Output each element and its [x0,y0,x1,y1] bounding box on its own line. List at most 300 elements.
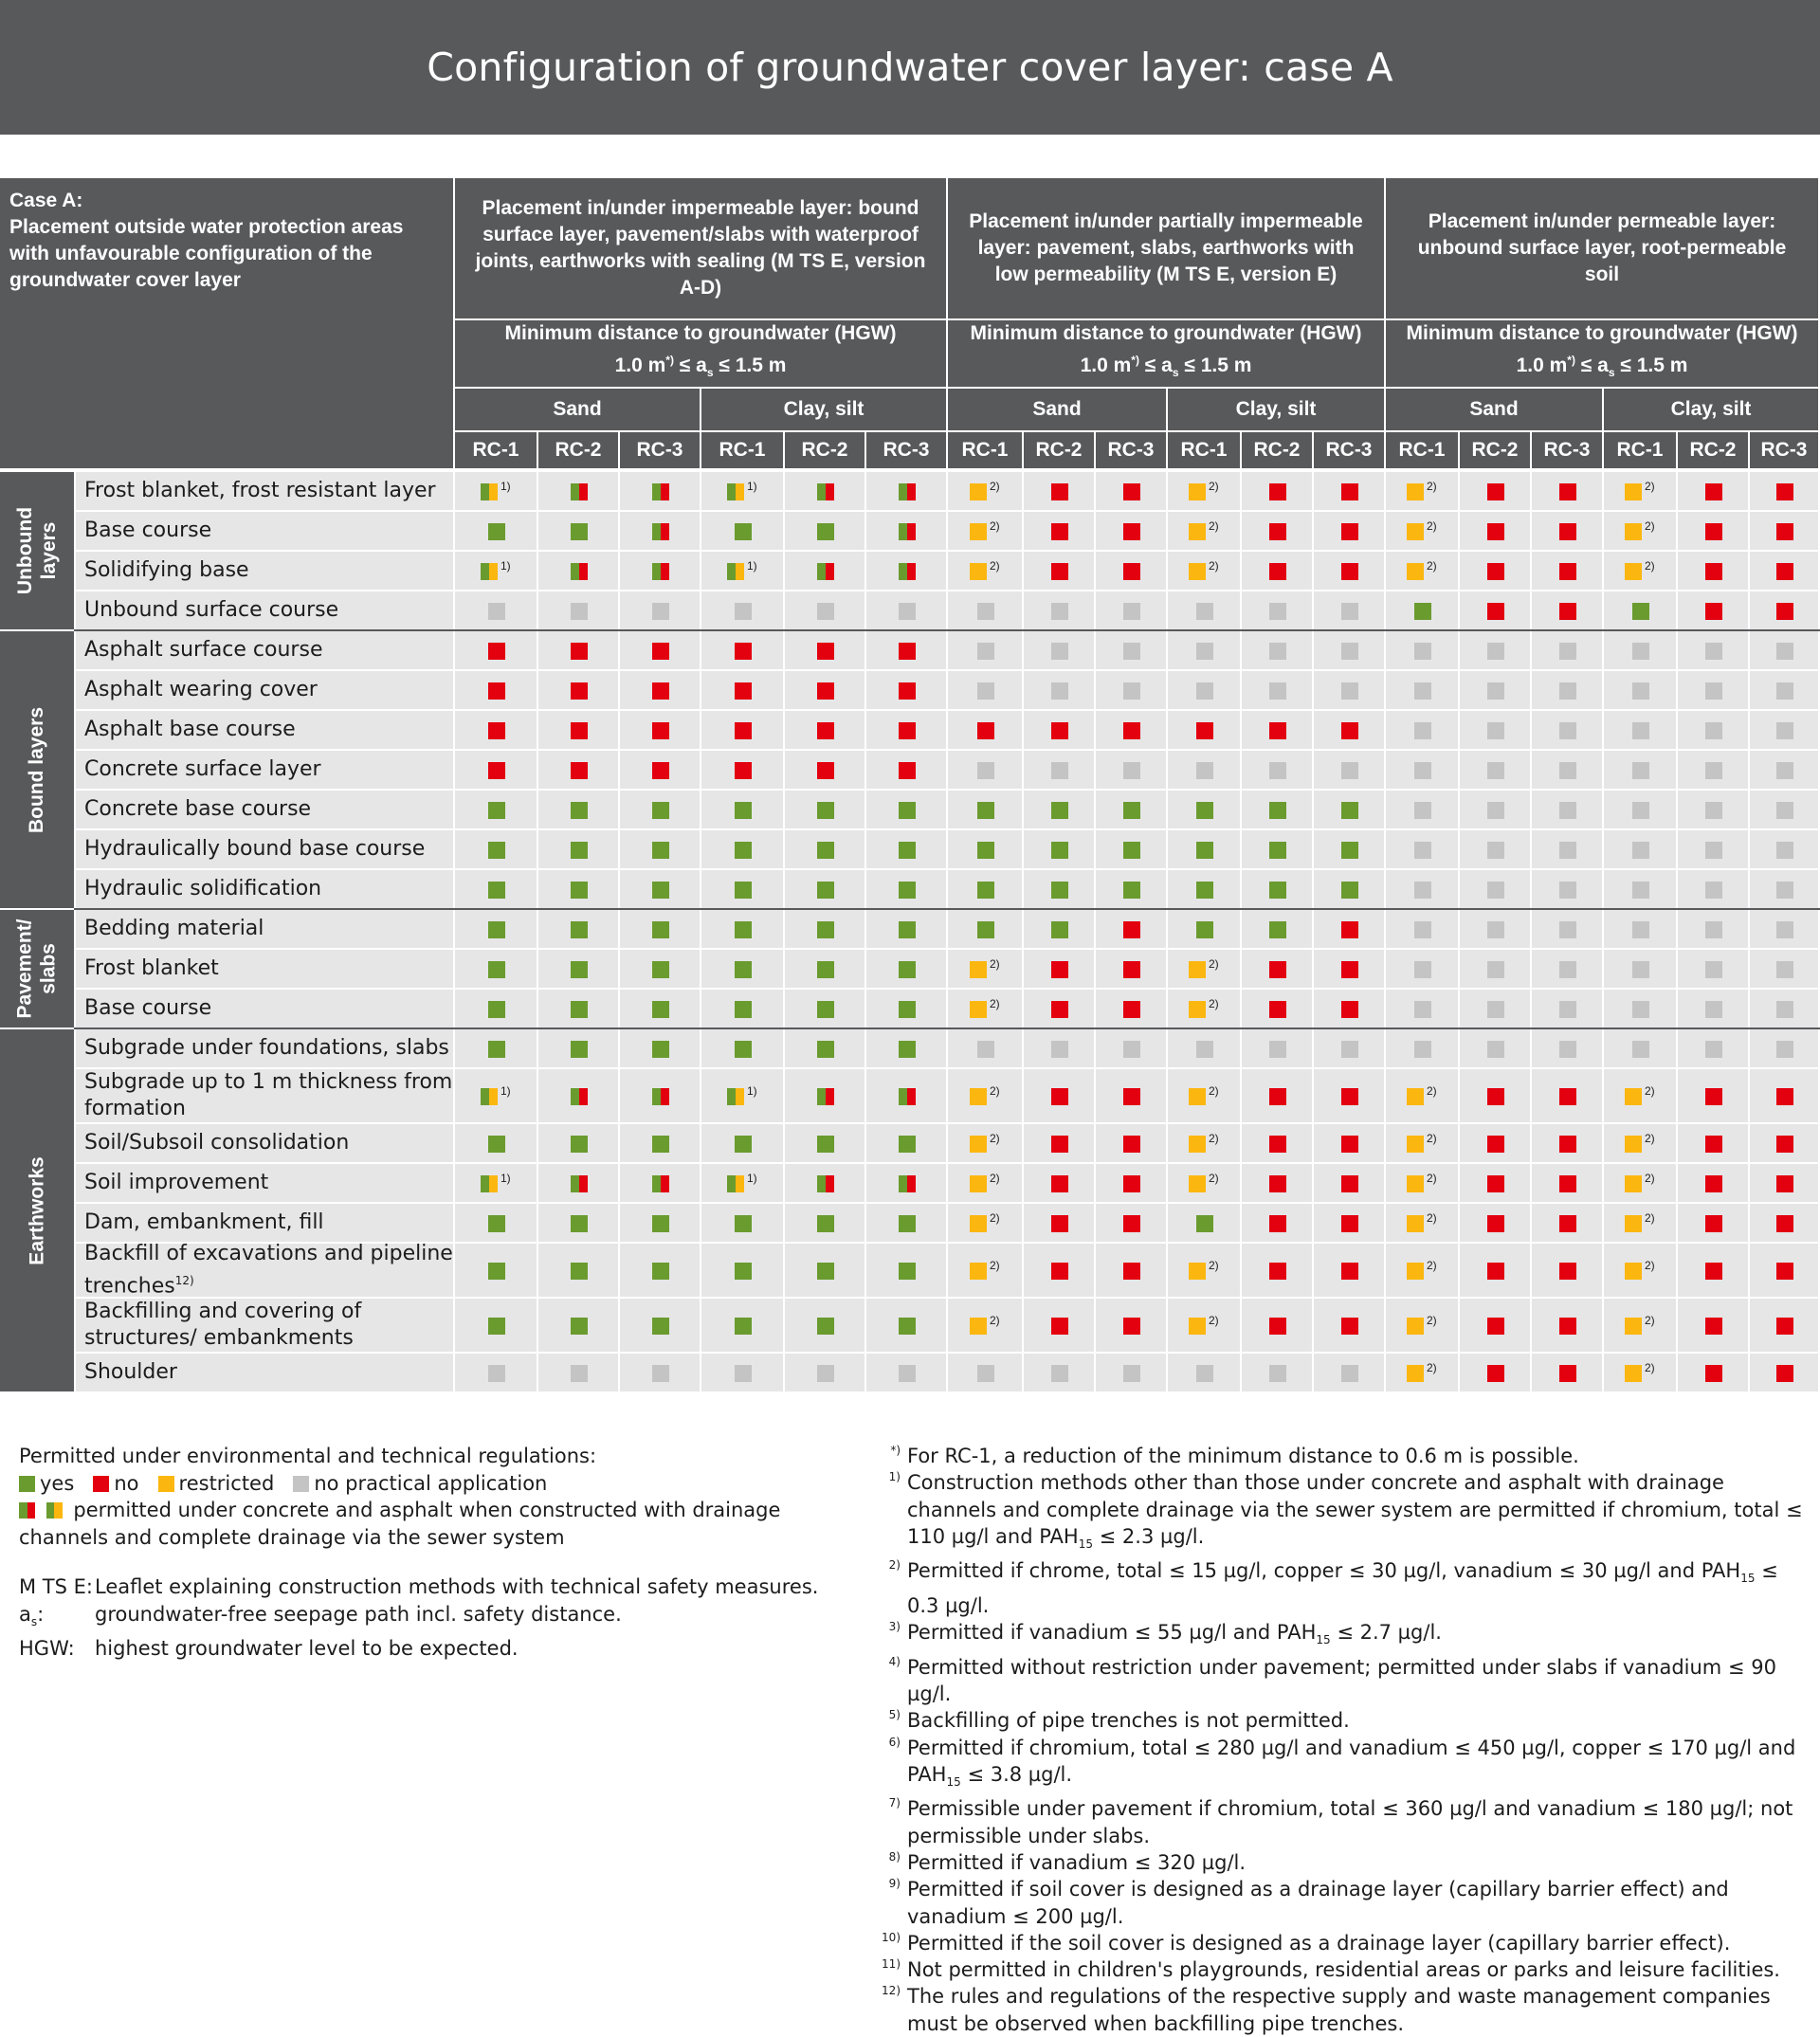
matrix-cell [538,990,620,1029]
matrix-cell [1314,1124,1386,1164]
footnote-ref: 2) [1427,1132,1437,1145]
matrix-cell [1750,830,1820,870]
no-application-mark [1487,643,1504,660]
yes-mark [817,842,834,859]
no-application-mark [1776,762,1793,779]
matrix-cell [866,990,948,1029]
yes-mark [571,1215,588,1232]
matrix-cell [866,1299,948,1354]
footnote-ref: 2) [1645,1172,1655,1185]
footnote-ref: 2) [1209,1084,1219,1098]
no-application-mark [1051,1041,1068,1058]
row-label [76,950,455,990]
no-application-mark [1559,961,1576,978]
no-application-mark [1487,762,1504,779]
distance-range: 1.0 $m^{*)} \le a_s \le 1.5$ m [614,354,787,380]
restricted-mark [1189,1318,1206,1335]
no-application-mark [1632,961,1649,978]
no-mark [1341,1215,1358,1232]
green-yellow-swatch [46,1502,63,1519]
matrix-cell [1678,910,1750,950]
yes-mark [735,1215,752,1232]
matrix-cell [538,591,620,631]
yes-mark [571,1263,588,1280]
yes-mark [488,1136,505,1153]
row-label [76,1354,455,1393]
matrix-cell [1096,751,1168,791]
group-label-text: Earthworks [26,1155,48,1265]
matrix-cell [948,512,1024,552]
matrix-cell [1168,751,1242,791]
yes-mark [735,1263,752,1280]
row-label-text: Frost blanket, frost resistant layer [84,479,436,502]
matrix-cell [620,1124,701,1164]
no-application-mark [1705,961,1722,978]
matrix-cell [1242,990,1314,1029]
no-mark [652,722,669,739]
no-mark [1487,483,1504,500]
no-mark [1269,1136,1286,1153]
matrix-cell [1460,1069,1532,1124]
matrix-cell [1678,631,1750,671]
group-label [0,910,74,1029]
no-mark [1705,1318,1722,1335]
matrix-cell [948,671,1024,711]
matrix-cell [538,950,620,990]
matrix-cell [538,1204,620,1244]
no-mark [899,762,916,779]
no-mark [1123,1215,1140,1232]
matrix-cell [1242,472,1314,512]
matrix-cell [1024,472,1096,512]
matrix-cell [1096,671,1168,711]
footnote-ref: 1) [500,480,511,493]
no-application-mark [1414,682,1431,700]
no-mark [1051,523,1068,540]
footnote-ref: 1) [747,559,757,573]
matrix-cell [1096,1354,1168,1393]
matrix-cell [1024,1164,1096,1204]
no-mark [1269,1215,1286,1232]
no-application-mark [899,603,916,620]
matrix-cell [1314,910,1386,950]
no-mark [1123,1175,1140,1192]
restricted-mark [1625,1263,1642,1280]
matrix-cell [948,711,1024,751]
matrix-cell [538,472,620,512]
no-application-mark [1559,921,1576,938]
footnote-ref: 2) [1645,1259,1655,1272]
restricted-mark [970,1088,987,1105]
no-mark [1776,603,1793,620]
no-application-mark [1776,921,1793,938]
matrix-cell [455,1244,538,1299]
yes-mark [1123,882,1140,899]
matrix-cell [1750,950,1820,990]
no-mark [1123,921,1140,938]
no-mark [1559,1136,1576,1153]
no-application-mark [1632,802,1649,819]
matrix-cell [1750,472,1820,512]
matrix-cell [1532,791,1604,830]
matrix-cell [948,591,1024,631]
footnote-ref: 2) [990,480,1000,493]
footnote-ref: 2) [1427,1084,1437,1098]
no-application-mark [1705,643,1722,660]
footnote-mark: 11) [882,1957,901,1972]
restricted-mark [970,1215,987,1232]
matrix-cell [455,512,538,552]
matrix-cell [1750,1244,1820,1299]
matrix-cell [1750,990,1820,1029]
split-mark [652,483,669,500]
abbreviation-key: $a_s$: [19,1602,45,1628]
matrix-cell [1024,711,1096,751]
footnote-ref: 1) [500,1172,511,1185]
matrix-cell [1168,1164,1242,1204]
matrix-cell [1386,631,1460,671]
matrix-cell [620,512,701,552]
abbreviation-key: HGW: [19,1637,75,1661]
footnote-mark: 12) [882,1984,901,1998]
case-label: Case A: Placement outside water protection areas with unfavourable configuration of the groundwater cover layer [0,178,455,470]
no-mark [1487,1263,1504,1280]
matrix-cell [620,472,701,512]
matrix-cell [455,1124,538,1164]
matrix-cell [948,1069,1024,1124]
matrix-cell [1096,591,1168,631]
matrix-cell [1024,870,1096,910]
matrix-cell [1386,870,1460,910]
matrix-cell [620,1204,701,1244]
matrix-cell [1168,552,1242,591]
yes-mark [735,1001,752,1018]
footnote-ref: 1) [747,1084,757,1098]
no-application-mark [1559,1001,1576,1018]
row-label-text: Solidifying base [84,558,249,582]
split-mark [571,1175,588,1192]
matrix-cell [1314,830,1386,870]
matrix-cell [866,512,948,552]
no-application-mark [977,603,994,620]
legend-yes: yes [40,1471,75,1495]
no-application-mark [1559,722,1576,739]
no-mark [1559,523,1576,540]
matrix-cell [538,512,620,552]
abbreviation [19,1601,872,1636]
matrix-cell [701,1124,785,1164]
footnote [882,1707,1811,1734]
matrix-cell [1096,1069,1168,1124]
matrix-cell [866,1354,948,1393]
split-mark [652,1088,669,1105]
no-mark [1487,1318,1504,1335]
matrix-cell [1242,950,1314,990]
no-application-mark [1776,722,1793,739]
no-application-mark [488,1365,505,1382]
footnote-mark: 2) [888,1558,901,1573]
no-mark [1776,1318,1793,1335]
row-label [76,711,455,751]
matrix-cell [1242,751,1314,791]
matrix-cell [1168,1299,1242,1354]
matrix-cell [701,591,785,631]
footnote-ref: 2) [1645,559,1655,573]
matrix-cell [1750,1124,1820,1164]
split-mark [817,563,834,580]
matrix-cell [1460,830,1532,870]
no-mark [1487,1215,1504,1232]
yes-mark [899,842,916,859]
matrix-cell [1604,631,1678,671]
no-application-mark [1123,603,1140,620]
legend [19,1443,872,1551]
no-application-mark [1269,762,1286,779]
no-mark [1341,483,1358,500]
footnote-ref: 2) [1427,1172,1437,1185]
restricted-swatch [158,1476,174,1492]
matrix-cell [620,910,701,950]
yes-mark [1196,802,1213,819]
yes-mark [899,1263,916,1280]
row-label-text: Concrete base course [84,797,312,821]
yes-mark [817,1136,834,1153]
matrix-cell [620,751,701,791]
split-mark [727,483,744,500]
matrix-cell [1386,1164,1460,1204]
footnote-mark: 5) [888,1708,901,1722]
no-application-mark [1559,1041,1576,1058]
restricted-mark [1625,563,1642,580]
matrix-cell [1024,1354,1096,1393]
row-label-text: Hydraulically bound base course [84,837,426,861]
matrix-cell [538,830,620,870]
matrix-cell [1242,791,1314,830]
matrix-cell [1460,990,1532,1029]
matrix-cell [1024,910,1096,950]
no-mark [1776,1365,1793,1382]
rc-class-header: RC-2 [1242,432,1314,470]
yes-mark [1269,921,1286,938]
footnote-mark: 8) [888,1849,901,1864]
no-application-mark [1487,802,1504,819]
no-mark [1051,1263,1068,1280]
footnote-mark: 4) [888,1654,901,1668]
no-mark [1559,603,1576,620]
matrix-cell [1460,1204,1532,1244]
no-application-mark [1051,682,1068,700]
matrix-cell [1604,830,1678,870]
matrix-cell [1604,1204,1678,1244]
matrix-cell [455,1354,538,1393]
no-mark [1123,1263,1140,1280]
yes-mark [735,802,752,819]
matrix-cell [1532,472,1604,512]
group-label [0,472,74,631]
no-application-mark [1487,882,1504,899]
no-application-mark [1123,1365,1140,1382]
matrix-cell [1242,1244,1314,1299]
footnote-ref: 2) [1209,1314,1219,1327]
footnote-ref: 2) [1427,1211,1437,1225]
no-mark [1341,921,1358,938]
matrix-cell [866,751,948,791]
matrix-cell [948,870,1024,910]
matrix-cell [620,1069,701,1124]
no-application-mark [1632,842,1649,859]
yes-mark [735,1136,752,1153]
restricted-mark [970,563,987,580]
matrix-cell [1532,910,1604,950]
yes-mark [488,961,505,978]
matrix-cell [1532,830,1604,870]
matrix-cell [1242,910,1314,950]
footnote-ref: 2) [1427,559,1437,573]
no-application-mark [735,1365,752,1382]
matrix-cell [1314,791,1386,830]
matrix-cell [1532,1069,1604,1124]
restricted-mark [1189,523,1206,540]
yes-mark [817,1215,834,1232]
distance-range: 1.0 $m^{*)} \le a_s \le 1.5$ m [1516,354,1688,380]
matrix-cell [785,830,866,870]
matrix-cell [455,791,538,830]
no-mark [1705,1136,1722,1153]
no-mark [1559,1088,1576,1105]
footnote-text: Permitted if chromium, total ≤ 280 µg/l and vanadium ≤ 450 µg/l, copper ≤ 170 µg/l and $PAH_{15} \le 3.8$ µg/l. [907,1736,1796,1790]
matrix-cell [785,552,866,591]
no-application-mark [1123,682,1140,700]
footnote-ref: 2) [1645,1361,1655,1374]
matrix-cell [1460,1244,1532,1299]
soil-type-header: Sand [948,389,1168,432]
matrix-cell [1096,990,1168,1029]
no-application-mark [1123,1041,1140,1058]
matrix-cell [785,1164,866,1204]
matrix-cell [1314,1354,1386,1393]
matrix-cell [948,1299,1024,1354]
no-application-mark [1487,1001,1504,1018]
matrix-cell [948,1164,1024,1204]
matrix-cell [866,870,948,910]
footnote-ref: 1) [747,1172,757,1185]
restricted-mark [1625,1136,1642,1153]
matrix-cell [1460,671,1532,711]
matrix-cell [1678,791,1750,830]
no-application-mark [1414,1001,1431,1018]
restricted-mark [1407,1136,1424,1153]
no-mark [652,643,669,660]
yes-mark [1341,882,1358,899]
footnote-ref: 2) [1427,480,1437,493]
no-mark [1341,1136,1358,1153]
matrix-cell [620,1164,701,1204]
footnote [882,1469,1811,1557]
matrix-cell [1314,671,1386,711]
matrix-cell [455,552,538,591]
yes-mark [977,802,994,819]
no-application-mark [1632,1001,1649,1018]
abbreviation-text: highest groundwater level to be expected. [95,1637,519,1661]
no-application-mark [1705,921,1722,938]
yes-mark [488,921,505,938]
matrix-cell [1386,1204,1460,1244]
matrix-cell [948,830,1024,870]
yes-mark [571,1001,588,1018]
matrix-cell [785,910,866,950]
yes-mark [1196,882,1213,899]
yes-mark [1341,802,1358,819]
matrix-cell [538,1124,620,1164]
matrix-cell [1386,1354,1460,1393]
no-application-mark [1196,1041,1213,1058]
matrix-cell [1460,1299,1532,1354]
matrix-cell [620,990,701,1029]
matrix-cell [1678,1354,1750,1393]
footnote-mark: 1) [888,1470,901,1484]
no-mark [1123,1136,1140,1153]
no-mark [1487,523,1504,540]
matrix-cell [1242,631,1314,671]
matrix-cell [1386,950,1460,990]
yes-swatch [19,1476,35,1492]
no-mark [1341,563,1358,580]
yes-mark [652,1136,669,1153]
matrix-cell [1678,1124,1750,1164]
footnote-text: Permitted if chrome, total ≤ 15 µg/l, copper ≤ 30 µg/l, vanadium ≤ 30 µg/l and $PAH_{15} \le 0.3$ µg/l. [907,1559,1778,1617]
matrix-cell [1314,990,1386,1029]
matrix-cell [1678,1164,1750,1204]
restricted-mark [1407,523,1424,540]
matrix-cell [785,950,866,990]
yes-mark [652,842,669,859]
footnote-ref: 2) [1209,559,1219,573]
matrix-cell [538,870,620,910]
no-mark [1051,1175,1068,1192]
split-mark [652,523,669,540]
matrix-cell [1750,671,1820,711]
rc-class-header: RC-2 [1460,432,1532,470]
matrix-cell [866,910,948,950]
matrix-cell [1460,1354,1532,1393]
matrix-cell [1314,472,1386,512]
matrix-cell [1604,591,1678,631]
matrix-cell [620,830,701,870]
restricted-mark [1625,1365,1642,1382]
matrix-cell [701,671,785,711]
matrix-cell [538,631,620,671]
matrix-cell [1532,1354,1604,1393]
matrix-cell [866,1204,948,1244]
restricted-mark [1625,483,1642,500]
footnote-ref: 1) [500,559,511,573]
rc-class-header: RC-3 [1314,432,1386,470]
no-mark [1341,1088,1358,1105]
matrix-cell [1314,1299,1386,1354]
footnote-ref: 2) [1209,1132,1219,1145]
no-mark [1487,1365,1504,1382]
footnote-ref: 2) [990,1132,1000,1145]
no-mark [1123,961,1140,978]
matrix-cell [948,1124,1024,1164]
no-application-mark [977,643,994,660]
no-application-mark [1196,1365,1213,1382]
yes-mark [899,961,916,978]
yes-mark [488,1318,505,1335]
footnote-mark: *) [890,1444,901,1457]
no-mark [1341,523,1358,540]
no-mark [977,722,994,739]
